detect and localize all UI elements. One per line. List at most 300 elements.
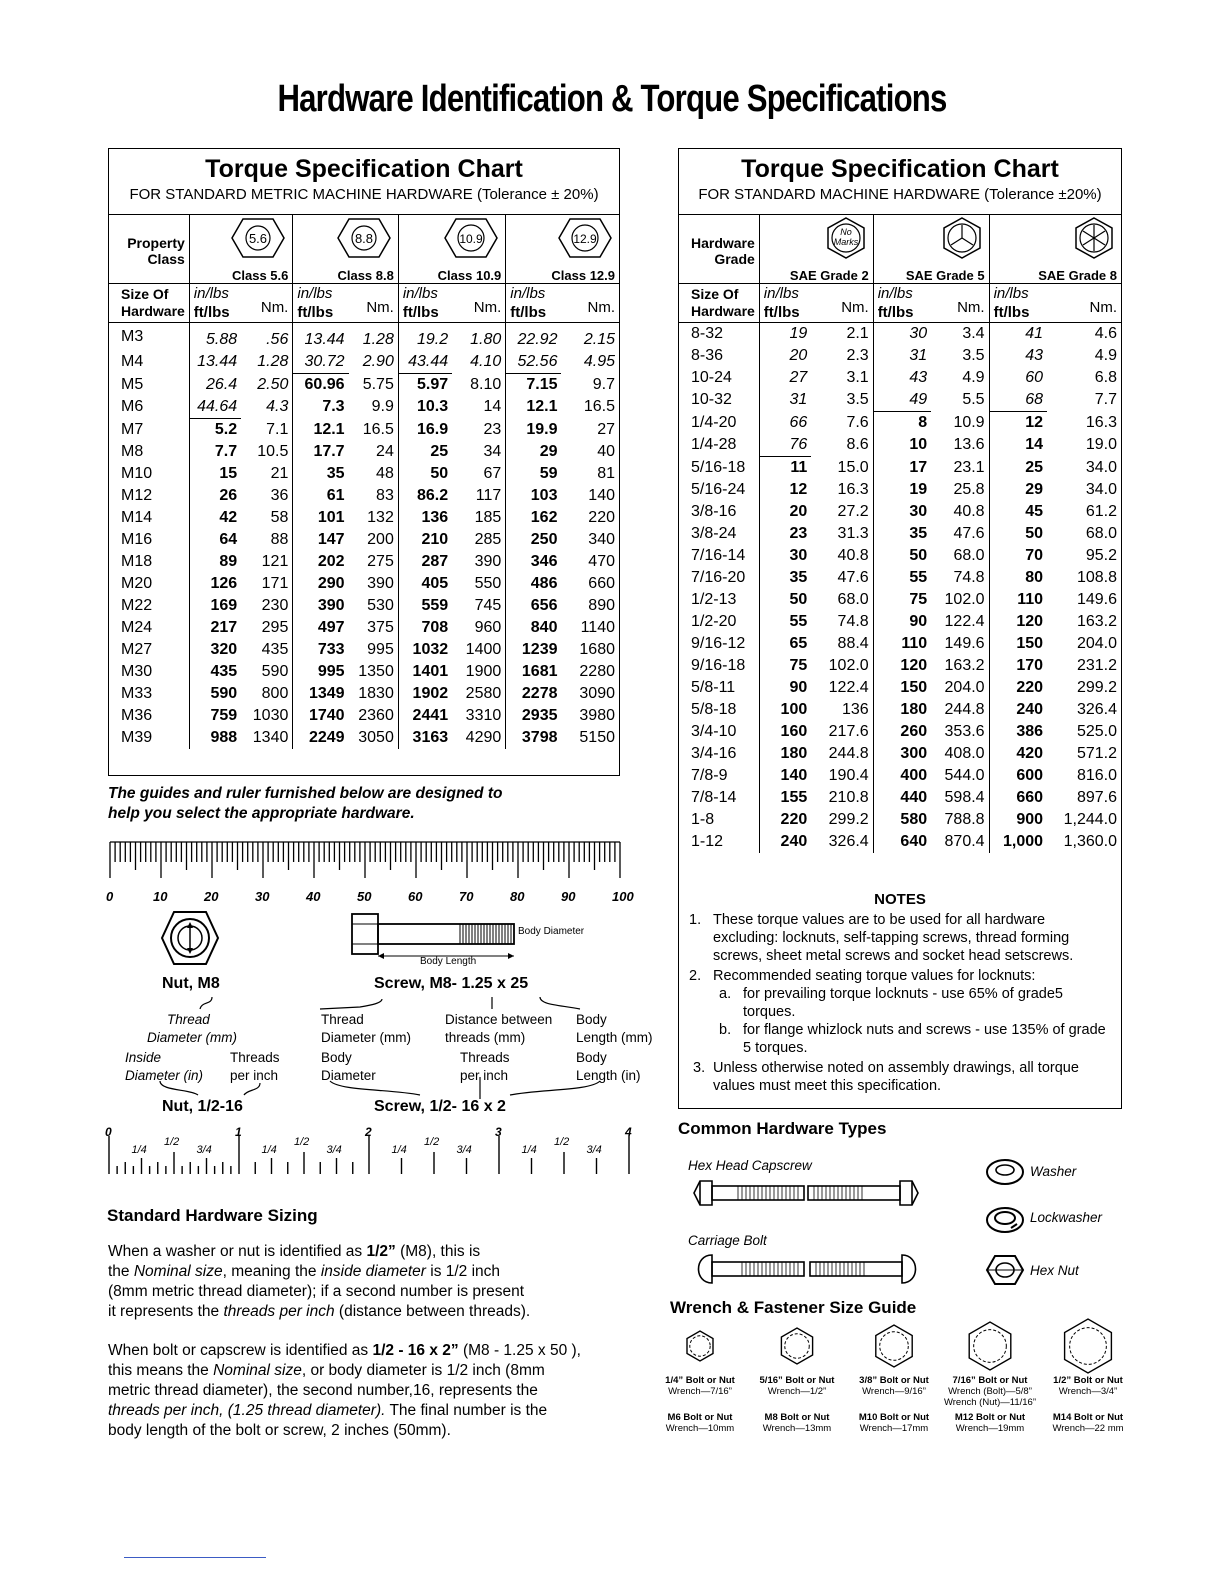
metric-size-cell: M10 (109, 463, 189, 485)
metric-value-cell: 67 (452, 463, 506, 485)
metric-value-cell: 1239 (521, 641, 558, 658)
class-12-9-cell (506, 215, 619, 284)
metric-value-cell: 3163 (412, 729, 449, 746)
metric-value-cell: 220 (588, 509, 615, 526)
sae-chart-header (679, 149, 1121, 215)
class-5-6-mark: 5.6 (249, 231, 268, 246)
wrench-metric-bolt-label: M10 Bolt or Nut (858, 1412, 930, 1423)
mm-tick-label: 40 (306, 889, 321, 904)
metric-size-cell: M20 (109, 573, 189, 595)
inch-ruler (100, 1126, 645, 1178)
sae-value-cell: 180 (780, 745, 808, 762)
wrench-bolt-label: 5/16” Bolt or Nut (759, 1375, 835, 1386)
body-length-mm-note: Body Length (mm) (576, 1012, 653, 1045)
sae-value-cell: 408.0 (931, 743, 989, 765)
washer-label: Washer (1030, 1164, 1077, 1179)
sae-value-cell: 386 (1016, 723, 1044, 740)
metric-value-cell: 1.80 (452, 323, 506, 352)
metric-value-cell: 147 (317, 531, 345, 548)
sae-value-cell: 204.0 (1076, 635, 1117, 652)
metric-value-cell: .56 (241, 323, 293, 352)
metric-value-cell: 40 (597, 443, 615, 460)
sae-value-cell: 2.3 (811, 345, 873, 367)
metric-value-cell: 171 (241, 573, 293, 595)
wrench-metric-size-label: Wrench—22 mm (1052, 1423, 1124, 1434)
metric-value-cell: 7.15 (506, 374, 562, 397)
class-8-8-cell (293, 215, 398, 284)
sae-value-cell: 23.1 (931, 457, 989, 480)
hex-capscrew-label: Hex Head Capscrew (688, 1158, 812, 1173)
metric-value-cell: 101 (317, 509, 345, 526)
sae-table-row (679, 367, 1121, 389)
sae-value-cell: 4.9 (931, 367, 989, 389)
metric-value-cell: 26.4 (206, 375, 238, 393)
footer-rule (124, 1557, 266, 1558)
metric-size-cell: M30 (109, 661, 189, 683)
metric-size-cell: M12 (109, 485, 189, 507)
metric-value-cell: 117 (452, 485, 506, 507)
sae-value-cell: 440 (900, 789, 928, 806)
metric-value-cell: 9.9 (349, 396, 399, 419)
note-3: 3. Unless otherwise noted on assembly drawings, all torque values must meet this specification. (693, 1060, 1079, 1094)
sae-value-cell: 299.2 (1076, 679, 1117, 696)
wrench-metric-bolt-label: M12 Bolt or Nut (954, 1412, 1026, 1423)
metric-value-cell: 320 (210, 641, 238, 658)
sae-value-cell: 149.6 (1076, 591, 1117, 608)
sae-value-cell: 68.0 (931, 545, 989, 567)
wrench-bolt-label: 7/16” Bolt or Nut (952, 1375, 1028, 1386)
inch-fraction-label: 1/4 (261, 1144, 277, 1156)
nut-m8-icon (160, 910, 220, 966)
metric-size-cell: M33 (109, 683, 189, 705)
inch-fraction-label: 1/2 (424, 1136, 440, 1148)
metric-table-row (109, 463, 619, 485)
sae-value-cell: 50 (789, 591, 808, 608)
sae-value-cell: 150 (900, 679, 928, 696)
sae-value-cell: 4.9 (1094, 347, 1117, 364)
metric-value-cell: 840 (530, 619, 558, 636)
sae-table-row (679, 589, 1121, 611)
sae-grade-5-cell (873, 215, 989, 284)
metric-value-cell: 4.95 (583, 353, 615, 371)
sae-table-row (679, 809, 1121, 831)
sae-value-cell: 11 (759, 457, 811, 480)
sae-value-cell: 88.4 (811, 633, 873, 655)
sae-value-cell: 326.4 (811, 831, 873, 853)
sae-value-cell: 4.6 (1094, 325, 1117, 342)
metric-value-cell: 103 (530, 487, 558, 504)
sae-torque-table (679, 215, 1121, 853)
metric-value-cell: 210 (421, 531, 449, 548)
wrench-metric-bolt-label: M6 Bolt or Nut (667, 1412, 733, 1423)
wrench-hex-icon (1040, 1322, 1136, 1370)
sae-size-cell: 3/8-24 (679, 523, 759, 545)
sae-value-cell: 300 (900, 745, 928, 762)
metric-value-cell: 759 (210, 707, 238, 724)
sae-table-row (679, 787, 1121, 809)
sae-value-cell: 240 (780, 833, 808, 850)
nut-m8-label: Nut, M8 (162, 975, 220, 992)
sae-value-cell: 68 (1025, 391, 1044, 408)
metric-value-cell: 2580 (452, 683, 506, 705)
wrench-metric-bolt-label: M14 Bolt or Nut (1052, 1412, 1124, 1423)
metric-value-cell: 3798 (521, 729, 558, 746)
sae-value-cell: 16.3 (1085, 413, 1117, 431)
sae-value-cell: 571.2 (1076, 745, 1117, 762)
wrench-guide-heading: Wrench & Fastener Size Guide (670, 1298, 917, 1317)
inch-fraction-label: 1/2 (294, 1136, 310, 1148)
metric-value-cell: 140 (588, 487, 615, 504)
class-5-6-cell (189, 215, 293, 284)
metric-value-cell: 162 (530, 509, 558, 526)
sae-value-cell: 210.8 (811, 787, 873, 809)
metric-value-cell: 7.1 (241, 419, 293, 442)
sae-table-row (679, 721, 1121, 743)
class-8-8-hex-icon (334, 215, 394, 261)
metric-size-cell: M6 (109, 396, 189, 419)
metric-torque-table (109, 215, 619, 749)
sae-value-cell: 12 (789, 481, 808, 498)
sae-units-row (679, 284, 1121, 323)
sae-value-cell: 244.8 (931, 699, 989, 721)
metric-table-row (109, 441, 619, 463)
sae-table-row (679, 743, 1121, 765)
sae-table-row (679, 323, 1121, 346)
metric-size-cell: M39 (109, 727, 189, 749)
sae-size-cell: 1/2-13 (679, 589, 759, 611)
metric-value-cell: 1140 (580, 619, 615, 636)
sae-table-row (679, 831, 1121, 853)
mm-tick-label: 80 (510, 889, 525, 904)
sae-value-cell: 5.5 (931, 389, 989, 412)
metric-unit-8-8: in/lbs ft/lbs (293, 284, 349, 323)
sae-torque-chart (678, 148, 1122, 892)
sae-value-cell: 163.2 (1076, 613, 1117, 630)
notes-title: NOTES (874, 891, 926, 908)
guide-intro-line-1: The guides and ruler furnished below are designed to (108, 785, 503, 802)
sae-chart-subtitle: FOR STANDARD MACHINE HARDWARE (Tolerance ±20%) (698, 186, 1102, 203)
wrench-metric-size-label: Wrench—10mm (665, 1423, 735, 1434)
sae-value-cell: 7.6 (811, 412, 873, 435)
class-8-8-mark: 8.8 (354, 231, 373, 246)
inch-fraction-label: 1/4 (391, 1144, 407, 1156)
wrench-size-label: Wrench—3/4” (1058, 1386, 1118, 1397)
note-2b: b. for flange whizlock nuts and screws - use 135% of grade 5 torques. (719, 1022, 1106, 1056)
metric-value-cell: 5.97 (398, 374, 452, 397)
sae-value-cell: 41 (1025, 325, 1044, 342)
sae-value-cell: 3.5 (811, 389, 873, 412)
sae-value-cell: 580 (900, 811, 928, 828)
sae-table-row (679, 345, 1121, 367)
metric-value-cell: 3050 (349, 727, 399, 749)
sae-size-cell: 7/8-14 (679, 787, 759, 809)
metric-value-cell: 2249 (308, 729, 345, 746)
sae-value-cell: 1,000 (1002, 833, 1044, 850)
sae-value-cell: 90 (789, 679, 808, 696)
sae-value-cell: 19.0 (1085, 436, 1117, 454)
metric-value-cell: 290 (317, 575, 345, 592)
inch-fraction-label: 3/4 (456, 1144, 472, 1156)
sae-value-cell: 140 (780, 767, 808, 784)
metric-value-cell: 1400 (452, 639, 506, 661)
wrench-size-item (942, 1322, 1038, 1434)
sizing-paragraph-1: When a washer or nut is identified as 1/2” (M8), this is the Nominal size, meaning the inside diameter is 1/2 inch (8mm metric thread diameter); if a second number is present it represents the threads per inch (distance between threads). (108, 1243, 531, 1320)
metric-nm-5-6: Nm. (241, 284, 293, 323)
metric-value-cell: 3980 (579, 707, 615, 724)
wrench-bolt-label: 1/4” Bolt or Nut (665, 1375, 735, 1386)
mm-tick-label: 50 (357, 889, 372, 904)
metric-value-cell: 10.3 (417, 398, 449, 416)
metric-value-cell: 5.75 (349, 374, 399, 397)
metric-value-cell: 58 (241, 507, 293, 529)
tpi-note-2: Threads per inch (460, 1050, 510, 1083)
metric-table-row (109, 323, 619, 352)
metric-value-cell: 2935 (521, 707, 558, 724)
metric-table-row (109, 661, 619, 683)
inch-tick-label: 1 (235, 1125, 242, 1139)
sae-value-cell: 30 (909, 503, 928, 520)
sae-value-cell: 80 (1025, 569, 1044, 586)
sae-table-row (679, 611, 1121, 633)
metric-table-row (109, 374, 619, 397)
class-10-9-label: Class 10.9 (437, 268, 502, 283)
sae-table-row (679, 699, 1121, 721)
sae-value-cell: 31.3 (811, 523, 873, 545)
wrench-bolt-label: 3/8” Bolt or Nut (859, 1375, 929, 1386)
class-8-8-label: Class 8.8 (337, 268, 394, 283)
metric-value-cell: 2.90 (349, 351, 399, 374)
metric-value-cell: 375 (349, 617, 399, 639)
grade-8-marks-icon (1071, 215, 1117, 261)
body-dia-note: Body Diameter (321, 1050, 376, 1083)
metric-value-cell: 48 (349, 463, 399, 485)
metric-value-cell: 10.5 (241, 441, 293, 463)
metric-value-cell: 81 (597, 465, 615, 482)
metric-value-cell: 1740 (308, 707, 345, 724)
metric-value-cell: 660 (588, 575, 615, 592)
sae-value-cell: 27.2 (811, 501, 873, 523)
metric-unit-5-6: in/lbs ft/lbs (189, 284, 241, 323)
metric-value-cell: 29 (539, 443, 558, 460)
sae-value-cell: 40.8 (931, 501, 989, 523)
metric-value-cell: 121 (241, 551, 293, 573)
sae-value-cell: 30 (789, 547, 808, 564)
sae-value-cell: 55 (909, 569, 928, 586)
body-length-label: Body Length (420, 956, 477, 967)
sae-grade-5-label: SAE Grade 5 (905, 268, 985, 283)
metric-value-cell: 42 (219, 509, 238, 526)
inch-fraction-label: 3/4 (586, 1144, 602, 1156)
sae-table-row (679, 412, 1121, 435)
sae-grade-8-cell (989, 215, 1121, 284)
metric-table-row (109, 639, 619, 661)
metric-nm-12-9: Nm. (561, 284, 619, 323)
sae-value-cell: 1,244.0 (1063, 811, 1117, 828)
metric-chart-subtitle: FOR STANDARD METRIC MACHINE HARDWARE (Tolerance ± 20%) (129, 186, 599, 203)
metric-unit-10-9: in/lbs ft/lbs (398, 284, 452, 323)
metric-value-cell: 4.10 (452, 351, 506, 374)
metric-value-cell: 5150 (579, 729, 615, 746)
sae-size-header: Size Of Hardware (679, 284, 759, 323)
sae-table-row (679, 545, 1121, 567)
sae-value-cell: 8 (873, 412, 931, 435)
wrench-metric-bolt-label: M8 Bolt or Nut (764, 1412, 830, 1423)
sae-size-cell: 1/2-20 (679, 611, 759, 633)
svg-text:No: No (839, 227, 852, 237)
metric-value-cell: 1032 (412, 641, 449, 658)
metric-value-cell: 5.88 (206, 331, 238, 348)
metric-value-cell: 590 (241, 661, 293, 683)
inch-fraction-label: 1/4 (131, 1144, 147, 1156)
sae-value-cell: 35 (909, 525, 928, 542)
metric-value-cell: 16.5 (583, 398, 615, 416)
sae-value-cell: 220 (780, 811, 808, 828)
metric-value-cell: 200 (349, 529, 399, 551)
metric-chart-title: Torque Specification Chart (205, 155, 523, 183)
sae-value-cell: 155 (780, 789, 808, 806)
sae-table-row (679, 479, 1121, 501)
sae-grade-8-label: SAE Grade 8 (1038, 268, 1117, 283)
metric-value-cell: 1900 (452, 661, 506, 683)
metric-unit-12-9: in/lbs ft/lbs (506, 284, 562, 323)
sizing-paragraph-2: When bolt or capscrew is identified as 1/2 - 16 x 2” (M8 - 1.25 x 50 ), this means the Nominal size, or body diameter is 1/2 inch (8mm metric thread diameter), the second number,16, represents the threads per inch, (1.25 thread diameter). The final number is the body length of the bolt or screw, 2 inches (50mm). (108, 1342, 581, 1439)
metric-value-cell: 17.7 (313, 443, 345, 460)
sae-size-cell: 7/16-14 (679, 545, 759, 567)
guide-intro (108, 784, 502, 824)
metric-value-cell: 83 (349, 485, 399, 507)
class-10-9-mark: 10.9 (459, 232, 483, 246)
metric-value-cell: 340 (588, 531, 615, 548)
wrench-nut-label: Wrench (Nut)—11/16” (943, 1397, 1037, 1408)
thread-dia-mm-note: Thread Diameter (mm) (147, 1012, 237, 1045)
metric-value-cell: 169 (210, 597, 238, 614)
sae-value-cell: 160 (780, 723, 808, 740)
sae-size-cell: 8-32 (679, 323, 759, 346)
sae-value-cell: 20 (789, 347, 808, 364)
sae-size-cell: 10-24 (679, 367, 759, 389)
metric-table-row (109, 617, 619, 639)
sae-value-cell: 7.7 (1094, 391, 1117, 409)
sae-value-cell: 16.3 (811, 479, 873, 501)
metric-size-header: Size Of Hardware (109, 284, 189, 323)
metric-torque-chart (108, 148, 620, 776)
lockwasher-icon (985, 1206, 1025, 1234)
mm-tick-label: 20 (204, 889, 219, 904)
sae-value-cell: 14 (1025, 436, 1044, 454)
metric-value-cell: 60.96 (293, 374, 349, 397)
inch-tick-label: 3 (495, 1125, 502, 1139)
metric-value-cell: 22.92 (517, 331, 558, 348)
sae-value-cell: 31 (789, 391, 808, 409)
sae-table-body (679, 323, 1121, 854)
metric-table-row (109, 351, 619, 374)
sae-size-cell: 3/4-10 (679, 721, 759, 743)
metric-value-cell: 390 (452, 551, 506, 573)
thread-dia-mm-note-2: Thread Diameter (mm) (321, 1012, 411, 1045)
metric-value-cell: 89 (219, 553, 238, 570)
metric-value-cell: 470 (588, 553, 615, 570)
sae-value-cell: 660 (1016, 789, 1044, 806)
class-10-9-hex-icon (441, 215, 501, 261)
sae-value-cell: 34.0 (1085, 458, 1117, 476)
metric-table-body (109, 323, 619, 750)
sae-size-cell: 3/4-16 (679, 743, 759, 765)
metric-value-cell: 1680 (579, 641, 615, 658)
metric-value-cell: 64 (219, 531, 238, 548)
metric-value-cell: 30.72 (304, 353, 345, 370)
metric-value-cell: 2441 (412, 707, 449, 724)
sae-nm-g5: Nm. (931, 284, 989, 323)
sae-value-cell: 190.4 (811, 765, 873, 787)
sae-value-cell: 149.6 (931, 633, 989, 655)
sae-unit-g2: in/lbs ft/lbs (759, 284, 811, 323)
inside-dia-note: Inside Diameter (in) (125, 1050, 204, 1083)
sae-value-cell: 110 (901, 635, 928, 652)
sae-size-cell: 8-36 (679, 345, 759, 367)
metric-value-cell: 4.3 (241, 396, 293, 419)
washer-icon (985, 1158, 1025, 1186)
sae-value-cell: 525.0 (1076, 723, 1117, 740)
sae-value-cell: 19 (789, 325, 808, 342)
metric-value-cell: 800 (241, 683, 293, 705)
class-5-6-hex-icon (228, 215, 288, 261)
metric-value-cell: 2278 (521, 685, 558, 702)
sae-chart-title: Torque Specification Chart (741, 155, 1059, 183)
metric-value-cell: 136 (421, 509, 449, 526)
metric-value-cell: 86.2 (417, 487, 449, 504)
lockwasher-label: Lockwasher (1030, 1210, 1103, 1225)
sae-value-cell: 76 (789, 436, 808, 453)
wrench-hex-icon (749, 1322, 845, 1370)
sae-value-cell: 27 (789, 369, 808, 386)
hex-nut-label: Hex Nut (1030, 1263, 1079, 1278)
metric-value-cell: 21 (241, 463, 293, 485)
notes-box (678, 891, 1122, 1109)
sae-value-cell: 353.6 (931, 721, 989, 743)
sae-size-cell: 5/16-18 (679, 457, 759, 480)
metric-value-cell: 61 (326, 487, 345, 504)
metric-table-row (109, 419, 619, 442)
metric-value-cell: 1401 (412, 663, 449, 680)
sae-value-cell: 10.9 (931, 412, 989, 435)
hardware-grade-label: Hardware Grade (679, 215, 759, 284)
sae-value-cell: 2.1 (811, 323, 873, 346)
sae-value-cell: 6.8 (1094, 369, 1117, 386)
sae-value-cell: 870.4 (931, 831, 989, 853)
sae-table-row (679, 567, 1121, 589)
metric-value-cell: 7.7 (214, 443, 238, 460)
class-12-9-label: Class 12.9 (551, 268, 615, 283)
metric-value-cell: 4290 (452, 727, 506, 749)
sae-value-cell: 70 (1025, 547, 1044, 564)
metric-value-cell: 346 (530, 553, 558, 570)
sae-size-cell: 5/8-11 (679, 677, 759, 699)
metric-value-cell: 1902 (412, 685, 449, 702)
metric-table-row (109, 551, 619, 573)
metric-value-cell: 24 (349, 441, 399, 463)
wrench-metric-size-label: Wrench—19mm (955, 1423, 1025, 1434)
metric-value-cell: 50 (430, 465, 449, 482)
sae-value-cell: 68.0 (1085, 525, 1117, 542)
wrench-size-label: Wrench—7/16” (668, 1386, 732, 1397)
wrench-bolt-label: 1/2” Bolt or Nut (1053, 1375, 1123, 1386)
sae-table-row (679, 434, 1121, 457)
metric-value-cell: 27 (597, 420, 615, 438)
metric-value-cell: 1349 (308, 685, 345, 702)
class-12-9-mark: 12.9 (573, 232, 597, 246)
sae-value-cell: 95.2 (1085, 547, 1117, 564)
metric-table-row (109, 727, 619, 749)
